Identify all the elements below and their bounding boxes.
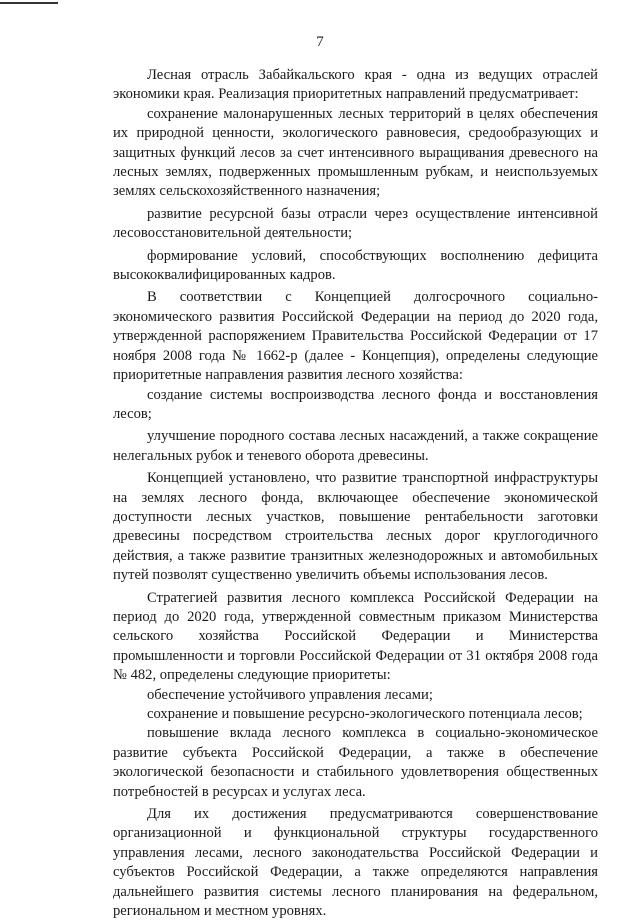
paragraph-forestry-overview: Лесная отрасль Забайкальского края - одна из ведущих отраслей экономики края. Реализация приоритетных направлений предусматривает: [113,67,598,103]
header-rule [0,2,58,4]
paragraph-conservation: сохранение малонарушенных лесных территорий в целях обеспечения их природной ценности, экологического равновесия, средообразующих и защитных функций лесов за счет интенсивного выращивания древесного на лесных землях, подверженных промышленным рубкам, и неиспользуемых землях сельскохозяйственного назначения; [113,105,598,200]
paragraph-concept: В соответствии с Концепцией долгосрочного социально-экономического развития Российской Федерации на период до 2020 года, утвержденной распоряжением Правительства Российской Федерации от 17 ноября 2008 года № 1662-р (далее - Концепция), определены следующие приоритетные направления развития лесного хозяйства: [113,289,598,384]
paragraph-strategy: Стратегией развития лесного комплекса Российской Федерации на период до 2020 года, утвержденной совместным приказом Министерства сельского хозяйства Российской Федерации и Министерства промышленности и торговли Российской Федерации от 31 октября 2008 года № 482, определены следующие приоритеты: [113,589,598,684]
paragraph-species-composition: улучшение породного состава лесных насаждений, а также сокращение нелегальных рубок и теневого оборота древесины. [113,428,598,464]
paragraph-personnel: формирование условий, способствующих восполнению дефицита высококвалифицированных кадров. [113,247,598,284]
document-body [113,66,598,921]
paragraph-resource-base: развитие ресурсной базы отрасли через осуществление интенсивной лесовосстановительной деятельности; [113,205,598,242]
paragraph-reproduction: создание системы воспроизводства лесного фонда и восстановления лесов; [113,386,598,422]
paragraph-resource-potential: сохранение и повышение ресурсно-экологического потенциала лесов; [147,706,583,722]
paragraph-sustainable-management: обеспечение устойчивого управления лесами; [147,686,433,703]
paragraph-transport-infrastructure: Концепцией установлено, что развитие транспортной инфраструктуры на землях лесного фонда, включающее обеспечение экономической доступности лесных участков, повышение рентабельности заготовки древесины посредством строительства лесных дорог круглогодичного действия, а также развитие транзитных железнодорожных и автомобильных путей позволят существенно увеличить объемы использования лесов. [113,470,598,584]
page-number: 7 [316,34,324,50]
paragraph-achievement: Для их достижения предусматриваются совершенствование организационной и функциональной структуры государственного управления лесами, лесного законодательства Российской Федерации и субъектов Российской Федерации, а также определяются направления дальнейшего развития системы лесного планирования на федеральном, региональном и местном уровнях. [113,806,598,920]
paragraph-socioeconomic-contribution: повышение вклада лесного комплекса в социально-экономическое развитие субъекта Российской Федерации, а также в обеспечение экологической безопасности и стабильного удовлетворения общественных потребностей в ресурсах и услугах леса. [113,725,598,800]
